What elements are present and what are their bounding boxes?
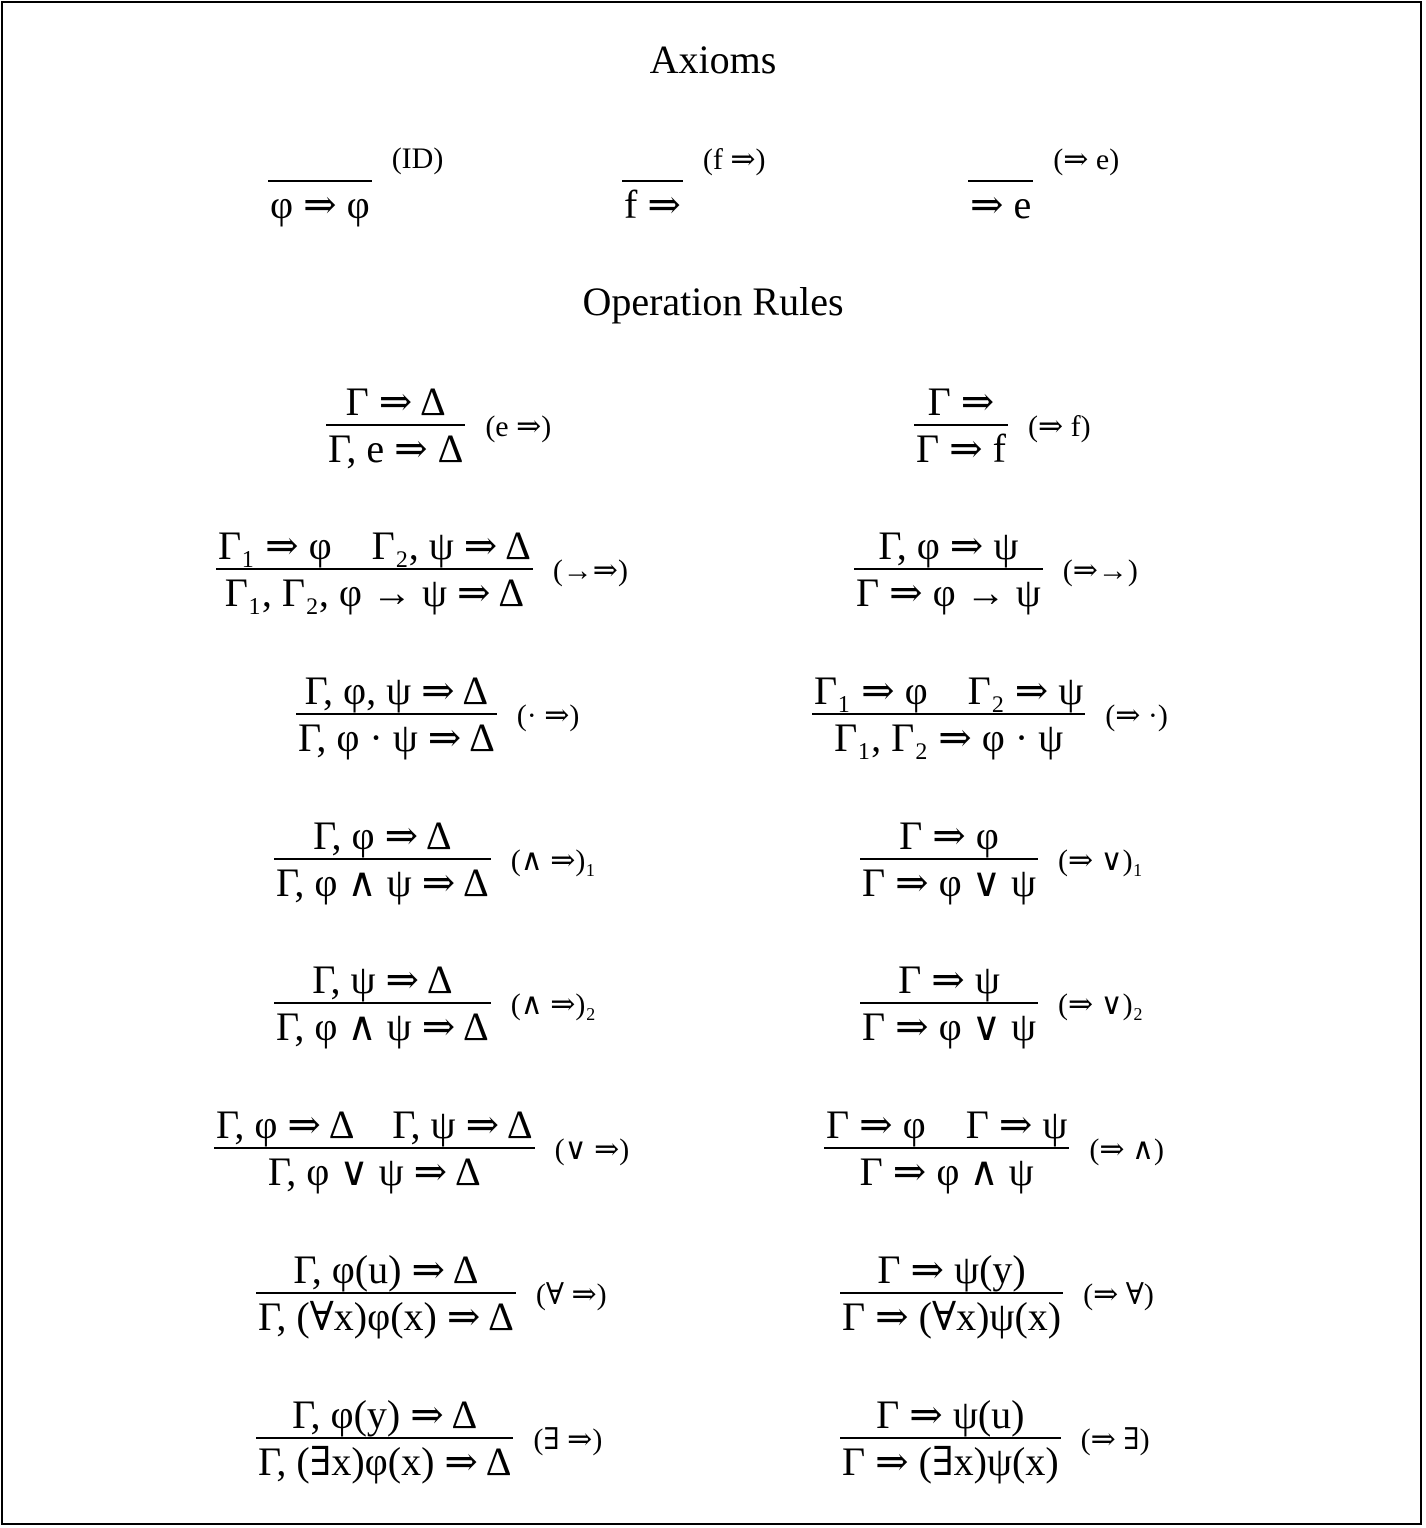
inference-fraction <box>256 1393 513 1485</box>
rule-premise: Γ ⇒ <box>927 379 995 424</box>
rule-conclusion: Γ₁, Γ₂, φ → ψ ⇒ Δ <box>224 570 525 615</box>
rule-conclusion: Γ ⇒ φ ∨ ψ <box>862 1004 1037 1049</box>
rule-label: (⇒ ∀) <box>1083 1277 1154 1311</box>
rule-label: (⇒ ∃) <box>1080 1422 1150 1456</box>
inference-fraction <box>274 814 491 906</box>
rule-existential-left <box>256 1393 602 1485</box>
rule-premise: Γ ⇒ ψ <box>898 957 1000 1002</box>
rule-conclusion: Γ ⇒ φ → ψ <box>856 570 1041 615</box>
axioms-heading: Axioms <box>649 37 777 82</box>
rule-conclusion: Γ, (∀x)φ(x) ⇒ Δ <box>258 1294 514 1339</box>
rule-label: (ID) <box>391 142 444 175</box>
rule-premise: Γ, φ ⇒ Δ <box>313 813 452 858</box>
operation-rules-heading: Operation Rules <box>582 279 844 324</box>
rule-premise: Γ, φ(u) ⇒ Δ <box>293 1247 479 1292</box>
rule-premise: Γ ⇒ ψ(u) <box>876 1392 1025 1437</box>
inference-fraction <box>214 1103 535 1195</box>
inference-fraction <box>256 1248 516 1340</box>
inference-fraction <box>274 958 491 1050</box>
rule-implication-right <box>854 524 1138 616</box>
rule-label: (⇒ ∨)₁ <box>1058 843 1144 877</box>
rule-e-left <box>326 380 551 472</box>
inference-fraction <box>968 140 1033 228</box>
rule-label: (∀ ⇒) <box>535 1277 607 1311</box>
inference-fraction <box>860 958 1038 1050</box>
inference-fraction <box>914 380 1008 472</box>
axiom-conclusion: φ ⇒ φ <box>270 182 370 227</box>
inference-fraction <box>268 140 372 228</box>
rule-fusion-right <box>812 669 1168 761</box>
rule-existential-right <box>840 1393 1150 1485</box>
axiom-e-right <box>968 140 1119 228</box>
rule-conclusion: Γ, (∃x)φ(x) ⇒ Δ <box>258 1439 512 1484</box>
axiom-f-left <box>622 140 765 228</box>
rule-label: (⇒ ∧) <box>1089 1132 1164 1166</box>
rule-conjunction-right <box>824 1103 1164 1195</box>
rule-universal-right <box>840 1248 1154 1340</box>
inference-fraction <box>216 524 533 616</box>
rule-fusion-left <box>296 669 579 761</box>
rule-label: (· ⇒) <box>516 698 580 732</box>
rule-label: (→⇒) <box>552 553 628 587</box>
rule-conclusion: Γ ⇒ f <box>916 426 1006 471</box>
rule-f-right <box>914 380 1091 472</box>
rule-premise: Γ, φ ⇒ Δ Γ, ψ ⇒ Δ <box>216 1102 533 1147</box>
axiom-conclusion: f ⇒ <box>624 182 681 227</box>
rule-implication-left <box>216 524 628 616</box>
axiom-identity <box>268 140 443 228</box>
rule-premise: Γ₁ ⇒ φ Γ₂, ψ ⇒ Δ <box>218 523 531 568</box>
inference-fraction <box>824 1103 1069 1195</box>
rule-conjunction-left-1 <box>274 814 596 906</box>
rule-premise: Γ, ψ ⇒ Δ <box>312 957 453 1002</box>
rule-label: (∃ ⇒) <box>533 1422 603 1456</box>
rule-label: (e ⇒) <box>485 409 552 443</box>
inference-fraction <box>812 669 1085 761</box>
rule-conclusion: Γ ⇒ φ ∨ ψ <box>862 860 1037 905</box>
rule-label: (⇒ f) <box>1027 409 1091 443</box>
axiom-premise <box>318 140 322 180</box>
rule-label: (f ⇒) <box>702 143 766 176</box>
axiom-premise <box>999 140 1003 180</box>
axiom-premise <box>650 140 654 180</box>
inference-fraction <box>860 814 1038 906</box>
rule-conclusion: Γ ⇒ (∃x)ψ(x) <box>842 1439 1059 1484</box>
rule-premise: Γ, φ(y) ⇒ Δ <box>292 1392 478 1437</box>
rule-premise: Γ, φ ⇒ ψ <box>878 523 1019 568</box>
rule-conclusion: Γ, φ · ψ ⇒ Δ <box>298 715 495 760</box>
inference-fraction <box>326 380 465 472</box>
rule-label: (⇒ ·) <box>1105 698 1168 732</box>
rule-universal-left <box>256 1248 607 1340</box>
rule-premise: Γ ⇒ Δ <box>345 379 446 424</box>
rule-label: (∧ ⇒)₂ <box>510 987 596 1021</box>
rule-premise: Γ₁ ⇒ φ Γ₂ ⇒ ψ <box>814 668 1084 713</box>
rule-conclusion: Γ, φ ∨ ψ ⇒ Δ <box>267 1149 481 1194</box>
rule-label: (∨ ⇒) <box>554 1132 630 1166</box>
rule-premise: Γ ⇒ φ Γ ⇒ ψ <box>826 1102 1068 1147</box>
rule-premise: Γ ⇒ φ <box>899 813 999 858</box>
rule-conclusion: Γ ⇒ (∀x)ψ(x) <box>842 1294 1062 1339</box>
rule-conclusion: Γ, φ ∧ ψ ⇒ Δ <box>276 1004 489 1049</box>
rule-disjunction-right-1 <box>860 814 1143 906</box>
rule-conclusion: Γ ⇒ φ ∧ ψ <box>859 1149 1034 1194</box>
page-border <box>1 1 1422 1525</box>
inference-fraction <box>296 669 497 761</box>
rule-label: (⇒ ∨)₂ <box>1058 987 1144 1021</box>
rule-conclusion: Γ₁, Γ₂ ⇒ φ · ψ <box>834 715 1064 760</box>
inference-fraction <box>840 1393 1061 1485</box>
rule-disjunction-left <box>214 1103 629 1195</box>
rule-label: (⇒→) <box>1062 553 1138 587</box>
inference-fraction <box>854 524 1043 616</box>
axiom-conclusion: ⇒ e <box>970 182 1032 227</box>
inference-fraction <box>622 140 683 228</box>
rule-conclusion: Γ, φ ∧ ψ ⇒ Δ <box>276 860 489 905</box>
rule-premise: Γ, φ, ψ ⇒ Δ <box>304 668 489 713</box>
rule-label: (⇒ e) <box>1053 143 1120 176</box>
rule-disjunction-right-2 <box>860 958 1143 1050</box>
rule-premise: Γ ⇒ ψ(y) <box>877 1247 1026 1292</box>
rule-conclusion: Γ, e ⇒ Δ <box>328 426 464 471</box>
inference-fraction <box>840 1248 1063 1340</box>
rule-label: (∧ ⇒)₁ <box>510 843 596 877</box>
rule-conjunction-left-2 <box>274 958 596 1050</box>
